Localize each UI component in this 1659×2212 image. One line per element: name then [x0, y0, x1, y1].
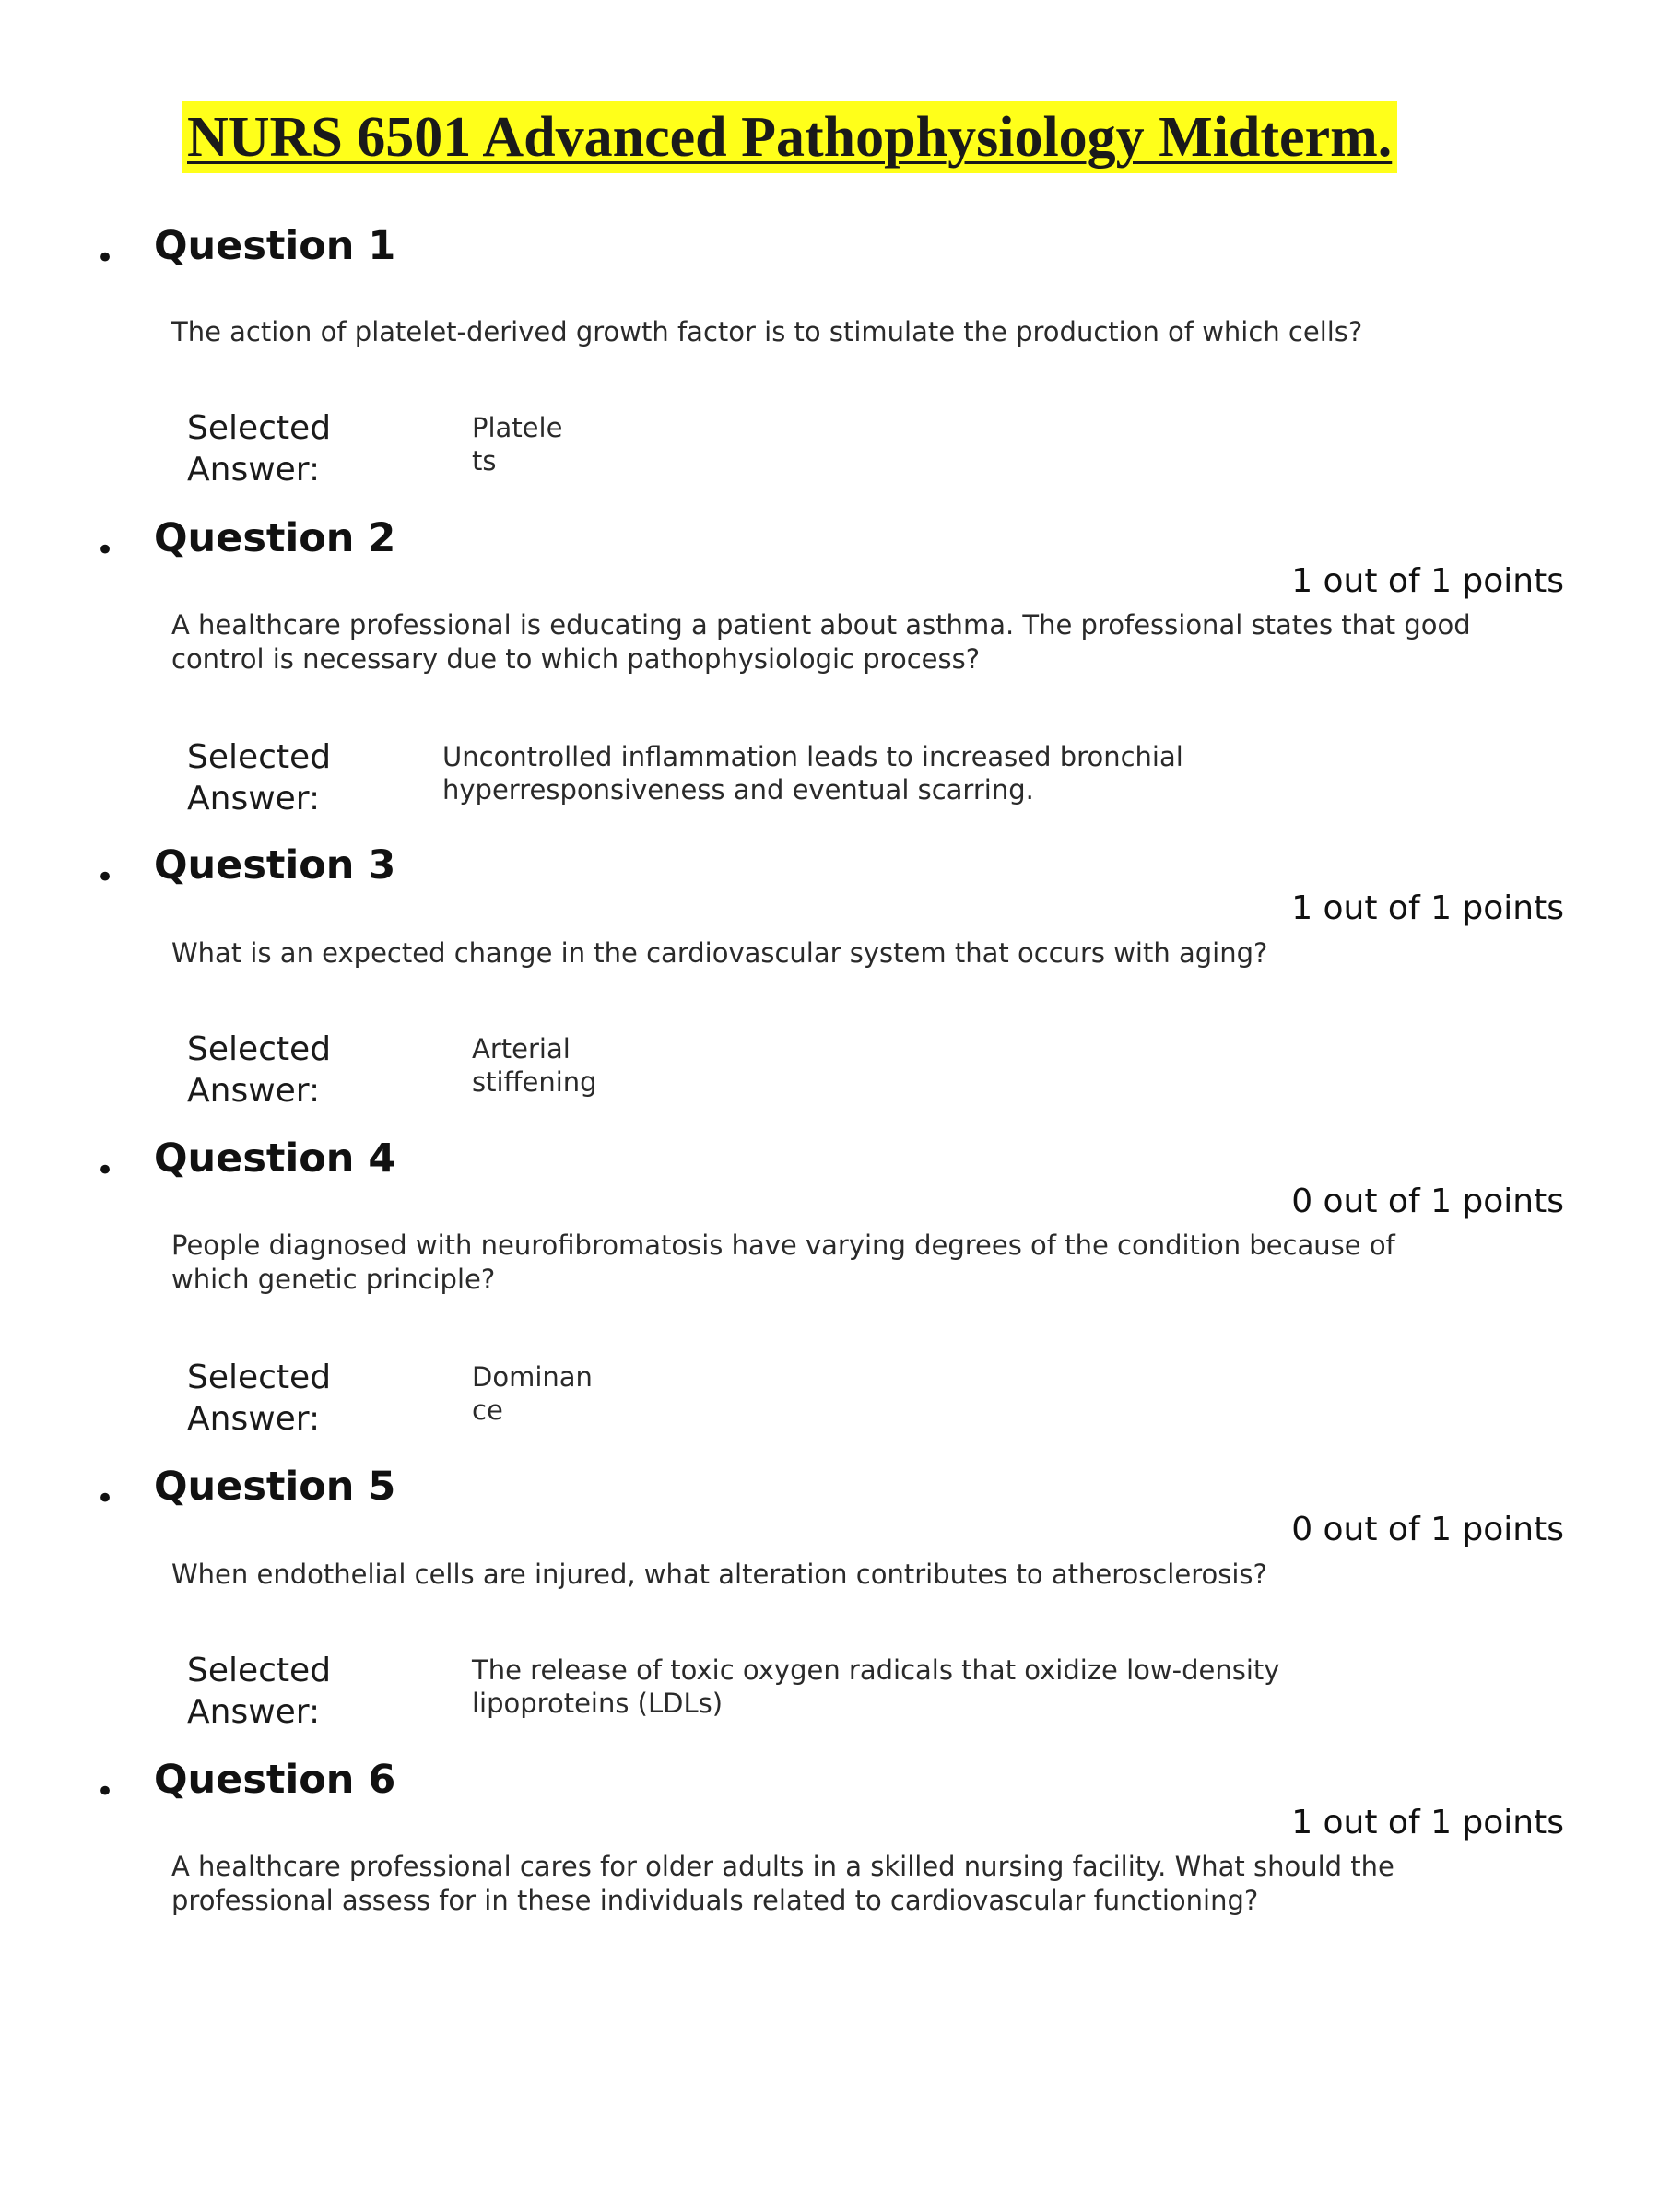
points-score: 0 out of 1 points — [1291, 1182, 1564, 1220]
bullet-icon: • — [96, 532, 115, 569]
question-text: A healthcare professional cares for older adults in a skilled nursing facility. What should the professional assess for in these individuals related to cardiovascular functioning? — [171, 1851, 1394, 1916]
selected-answer-label: Selected Answer: — [187, 1652, 332, 1731]
selected-answer-line: Uncontrolled inflammation leads to increased bronchial — [442, 741, 1183, 772]
selected-answer-line: stiffening — [472, 1066, 597, 1098]
selected-answer — [472, 1653, 1279, 1720]
selected-answer-label: Selected Answer: — [187, 409, 332, 488]
bullet-icon: • — [96, 1152, 115, 1189]
document-title: NURS 6501 Advanced Pathophysiology Midterm. — [182, 101, 1397, 173]
selected-answer — [472, 1032, 597, 1099]
question-text: When endothelial cells are injured, what alteration contributes to atherosclerosis? — [171, 1559, 1267, 1590]
selected-answer-line: The release of toxic oxygen radicals that oxidize low-density — [472, 1654, 1280, 1686]
selected-answer — [442, 740, 1183, 806]
selected-answer-label: Selected Answer: — [187, 1030, 332, 1110]
bullet-icon: • — [96, 1480, 115, 1517]
question-title: Question 3 — [154, 842, 396, 888]
points-score: 1 out of 1 points — [1291, 562, 1564, 600]
bullet-icon: • — [96, 240, 115, 276]
selected-answer-line: ce — [472, 1394, 503, 1426]
question-text: The action of platelet-derived growth factor is to stimulate the production of which cells? — [171, 316, 1363, 347]
bullet-icon: • — [96, 859, 115, 896]
question-title: Question 2 — [154, 515, 396, 561]
selected-answer-label: Selected Answer: — [187, 738, 332, 818]
selected-answer-line: Arterial — [472, 1033, 571, 1065]
question-title: Question 5 — [154, 1464, 396, 1510]
bullet-icon: • — [96, 1773, 115, 1810]
question-title: Question 4 — [154, 1135, 396, 1182]
selected-answer-label: Selected Answer: — [187, 1359, 332, 1438]
selected-answer-line: hyperresponsiveness and eventual scarring. — [442, 774, 1034, 806]
points-score: 1 out of 1 points — [1291, 1804, 1564, 1841]
question-title: Question 6 — [154, 1757, 396, 1803]
question-text: A healthcare professional is educating a patient about asthma. The professional states that good control is necessary due to which pathophysiologic process? — [171, 609, 1471, 675]
points-score: 0 out of 1 points — [1291, 1511, 1564, 1548]
question-title: Question 1 — [154, 223, 396, 269]
points-score: 1 out of 1 points — [1291, 889, 1564, 927]
selected-answer-line: lipoproteins (LDLs) — [472, 1688, 724, 1719]
selected-answer — [472, 411, 562, 477]
question-text: People diagnosed with neurofibromatosis have varying degrees of the condition because of which genetic principle? — [171, 1230, 1395, 1295]
question-text: What is an expected change in the cardiovascular system that occurs with aging? — [171, 937, 1268, 969]
selected-answer-line: Platele — [472, 412, 563, 443]
selected-answer — [472, 1360, 593, 1427]
selected-answer-line: ts — [472, 445, 497, 477]
selected-answer-line: Dominan — [472, 1361, 593, 1393]
